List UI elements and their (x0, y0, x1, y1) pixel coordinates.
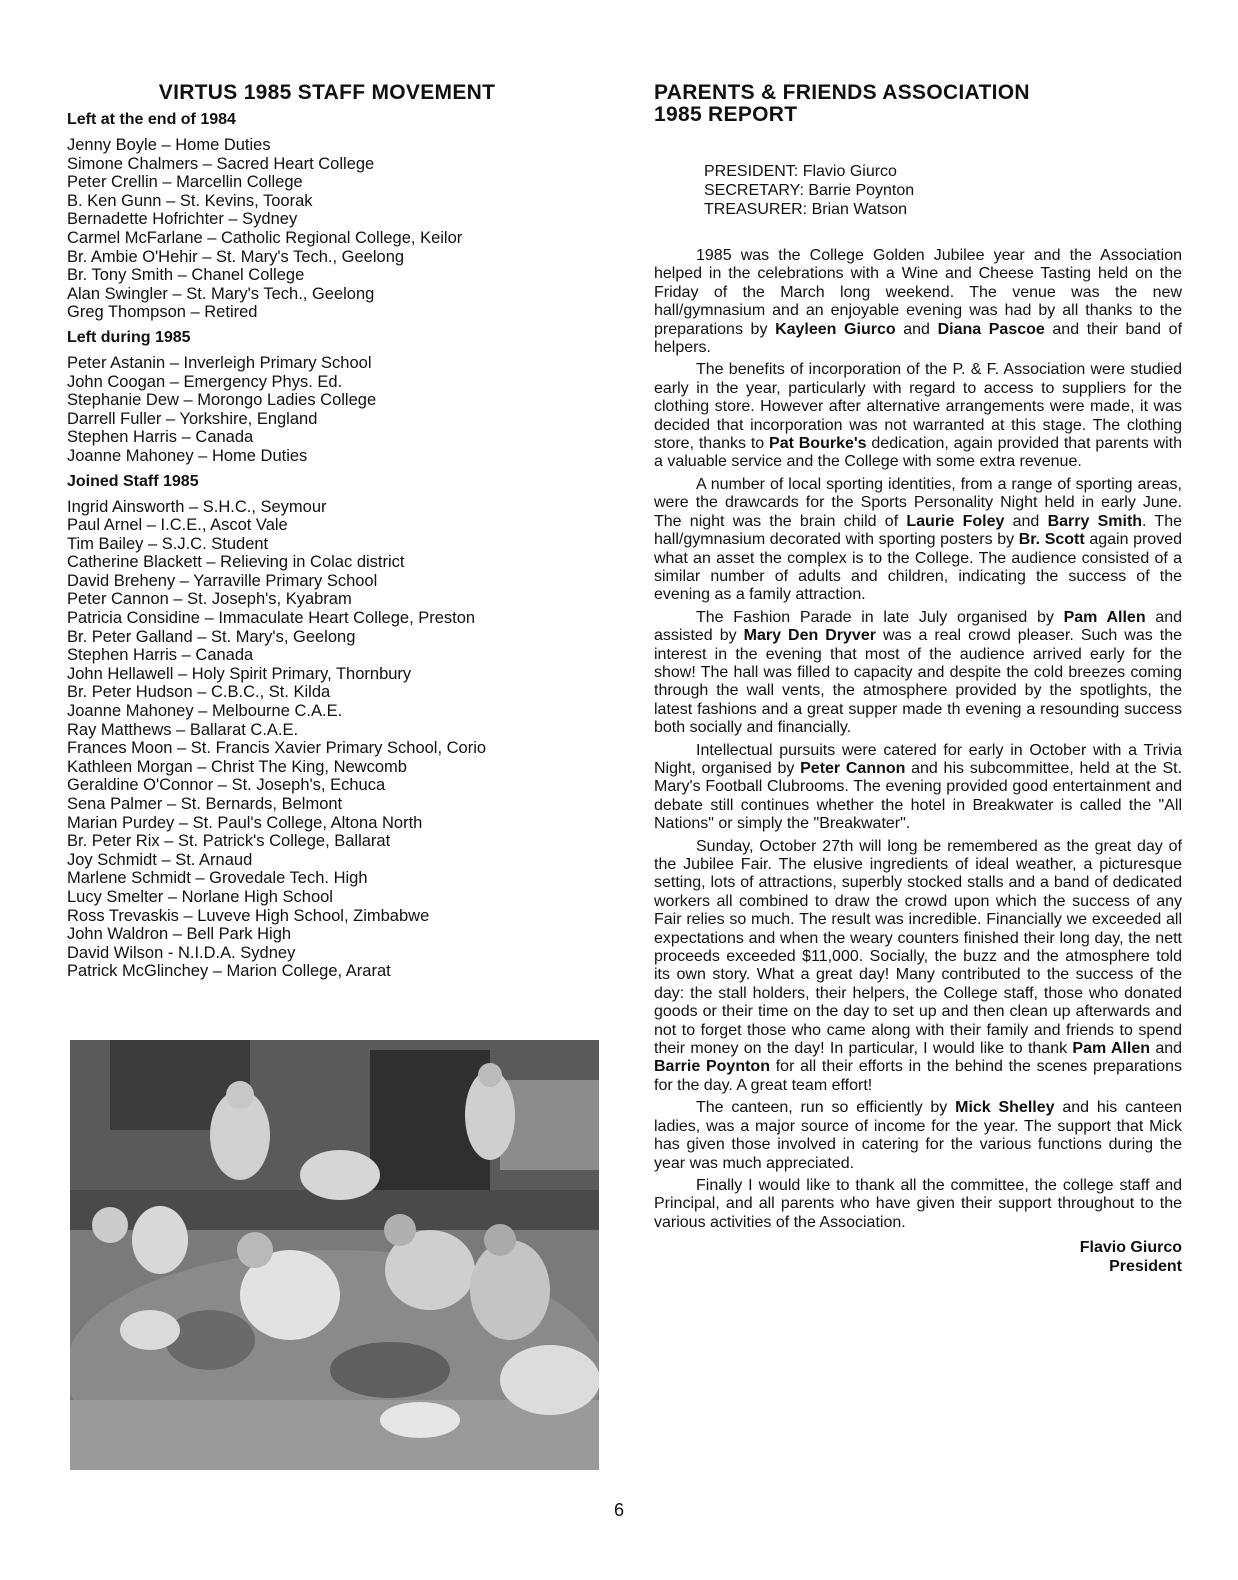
pf-report-title (654, 82, 1182, 126)
officers-list (704, 162, 1182, 219)
paragraph-text: The canteen, run so efficiently by (696, 1099, 956, 1117)
staff-entry: Patricia Considine – Immaculate Heart College, Preston (67, 609, 476, 628)
staff-entry: Br. Peter Galland – St. Mary's, Geelong (67, 627, 356, 646)
staff-section-heading: Left during 1985 (67, 328, 191, 346)
staff-entry: David Wilson - N.I.D.A. Sydney (67, 943, 296, 962)
paragraph-text: The benefits of incorporation of the P. & F. Association were studied early in the year, particularly with regard to access to suppliers for the clothing store. However after alternative arrangements were made, it was decided that incorporation was not warranted at this stage. The clothing store, thanks to (654, 361, 1182, 453)
pf-report-title-line2: 1985 REPORT (654, 103, 798, 126)
staff-entry: Peter Cannon – St. Joseph's, Kyabram (67, 590, 352, 609)
staff-entry: Sena Palmer – St. Bernards, Belmont (67, 795, 343, 813)
paragraph-text: The Fashion Parade in late July organised by (696, 608, 1064, 626)
highlighted-name: Barry Smith (1047, 512, 1143, 530)
pf-report-title-line1: PARENTS & FRIENDS ASSOCIATION (654, 81, 1030, 104)
paragraph-text: again proved what an asset the complex is to the College. The audience consisted of a similar number of adults and children, indicating the success of the evening as a family attraction. (654, 531, 1182, 604)
staff-entry: Tim Bailey – S.J.C. Student (67, 534, 269, 553)
report-paragraph (654, 361, 1182, 471)
paragraph-text: Finally I would like to thank all the committee, the college staff and Principal, and all parents who have given their support throughout to the various activities of the Association. (654, 1176, 1182, 1231)
paragraph-text: Intellectual pursuits were catered for early in October with a Trivia Night, organised by (654, 741, 1182, 777)
paragraph-text: and (895, 320, 938, 338)
paragraph-text: Sunday, October 27th will long be remembered as the great day of the Jubilee Fair. The elusive ingredients of ideal weather, a picturesque setting, lots of attractions, superbly stocked stalls and a band of dedicated workers all combined to draw the crowd upon which the success of any Fair relies so much. The result was incredible. Financially we exceeded all expectations and when the weary counters finished their long day, the nett proceeds exceeded $11,000. Socially, the buzz and the atmosphere told its own story. What a great day! Many contributed to the success of the day: the stall holders, their helpers, the College staff, those who donated goods or their time on the day to set up and then clean up afterwards and not to forget those who came along with their family and friends to spend their money on the day! In particular, I would like to thank (654, 837, 1182, 1058)
staff-entry: B. Ken Gunn – St. Kevins, Toorak (67, 191, 313, 210)
paragraph-text: and (1004, 512, 1048, 530)
highlighted-name: Laurie Foley (906, 512, 1005, 530)
paragraph-text: and his subcommittee, held at the St. Mary's Football Clubrooms. The evening provided good entertainment and debate still continues whether the hotel in Breakwater is called the "All Nations" or simply the "Breakwater". (654, 759, 1183, 833)
staff-list (67, 136, 567, 322)
staff-entry: Lucy Smelter – Norlane High School (67, 887, 333, 906)
group-photo (70, 1040, 599, 1470)
highlighted-name: Diana Pascoe (937, 320, 1045, 338)
paragraph-text: and (1150, 1040, 1183, 1058)
staff-movement-title: VIRTUS 1985 STAFF MOVEMENT (158, 81, 496, 104)
highlighted-name: Pam Allen (1063, 608, 1146, 626)
report-paragraph (654, 1099, 1182, 1173)
highlighted-name: Br. Scott (1018, 531, 1085, 549)
staff-list (67, 354, 567, 466)
staff-sections (67, 110, 567, 981)
staff-entry: Peter Astanin – Inverleigh Primary School (67, 353, 372, 372)
staff-entry: John Waldron – Bell Park High (67, 925, 292, 944)
staff-entry: Simone Chalmers – Sacred Heart College (67, 154, 375, 173)
highlighted-name: Mary Den Dryver (743, 627, 876, 645)
paragraph-text: and his canteen ladies, was a major source of income for the year. The support that Mick has given those involved in catering for the various functions during the year was much appreciated. (654, 1099, 1183, 1172)
staff-entry: Br. Peter Hudson – C.B.C., St. Kilda (67, 683, 331, 702)
officer-president: PRESIDENT: Flavio Giurco (704, 163, 897, 180)
staff-entry: John Coogan – Emergency Phys. Ed. (67, 372, 343, 391)
staff-entry: Kathleen Morgan – Christ The King, Newcomb (67, 757, 407, 776)
highlighted-name: Barrie Poynton (654, 1058, 770, 1076)
officer-treasurer: TREASURER: Brian Watson (704, 201, 908, 218)
highlighted-name: Pam Allen (1072, 1040, 1151, 1058)
paragraph-text: A number of local sporting identities, from a range of sporting areas, were the drawcards for the Sports Personality Night held in early June. The night was the brain child of (654, 475, 1182, 530)
staff-entry: Ray Matthews – Ballarat C.A.E. (67, 720, 299, 739)
staff-entry: Darrell Fuller – Yorkshire, England (67, 409, 318, 428)
paragraph-text: 1985 was the College Golden Jubilee year and the Association helped in the celebrations with a Wine and Cheese Tasting held on the Friday of the March long weekend. The venue was the new hall/gymnasium and an enjoyable evening was had by all thanks to the preparations by (654, 247, 1182, 338)
staff-entry: Br. Ambie O'Hehir – St. Mary's Tech., Geelong (67, 247, 405, 266)
report-paragraph (654, 838, 1182, 1096)
staff-entry: Br. Tony Smith – Chanel College (67, 266, 305, 285)
staff-entry: Joanne Mahoney – Melbourne C.A.E. (67, 702, 343, 721)
report-body (654, 247, 1182, 1232)
signoff-name: Flavio Giurco (1079, 1239, 1182, 1257)
pf-report-column (654, 82, 1182, 1276)
staff-entry: John Hellawell – Holy Spirit Primary, Thornbury (67, 664, 412, 683)
highlighted-name: Peter Cannon (800, 759, 906, 777)
officer-secretary: SECRETARY: Barrie Poynton (704, 182, 915, 199)
paragraph-text: and assisted by (654, 608, 1183, 645)
signoff-title: President (1109, 1258, 1182, 1276)
staff-entry: Frances Moon – St. Francis Xavier Primary School, Corio (67, 739, 487, 758)
group-photo-image (70, 1040, 599, 1470)
staff-entry: Bernadette Hofrichter – Sydney (67, 210, 298, 229)
staff-section-heading: Left at the end of 1984 (67, 111, 236, 128)
staff-entry: Ingrid Ainsworth – S.H.C., Seymour (67, 497, 327, 516)
staff-entry: David Breheny – Yarraville Primary School (67, 571, 378, 590)
staff-entry: Joanne Mahoney – Home Duties (67, 446, 308, 465)
staff-entry: Ross Trevaskis – Luveve High School, Zimbabwe (67, 906, 430, 925)
staff-entry: Paul Arnel – I.C.E., Ascot Vale (67, 516, 288, 535)
paragraph-text: dedication, again provided that parents with a valuable service and the College with some extra revenue. (654, 435, 1183, 471)
staff-entry: Jenny Boyle – Home Duties (67, 136, 271, 154)
staff-entry: Peter Crellin – Marcellin College (67, 173, 303, 192)
staff-entry: Stephanie Dew – Morongo Ladies College (67, 391, 377, 410)
staff-entry: Carmel McFarlane – Catholic Regional College, Keilor (67, 228, 463, 247)
report-paragraph (654, 476, 1182, 605)
signoff (654, 1238, 1182, 1276)
highlighted-name: Pat Bourke's (769, 435, 867, 453)
staff-entry: Patrick McGlinchey – Marion College, Ararat (67, 962, 391, 981)
staff-entry: Stephen Harris – Canada (67, 646, 254, 665)
staff-entry: Joy Schmidt – St. Arnaud (67, 850, 253, 869)
paragraph-text: and their band of helpers. (654, 320, 1183, 357)
staff-entry: Geraldine O'Connor – St. Joseph's, Echuca (67, 776, 386, 795)
paragraph-text: for all their efforts in the behind the scenes preparations for the day. A great team effort! (654, 1058, 1182, 1094)
staff-entry: Stephen Harris – Canada (67, 428, 254, 447)
report-paragraph (654, 742, 1182, 834)
page-number: 6 (613, 1500, 624, 1520)
staff-list (67, 498, 567, 981)
staff-entry: Catherine Blackett – Relieving in Colac district (67, 553, 405, 572)
report-paragraph (654, 247, 1182, 357)
staff-section-heading: Joined Staff 1985 (67, 472, 199, 490)
staff-entry: Marian Purdey – St. Paul's College, Altona North (67, 813, 423, 832)
staff-entry: Alan Swingler – St. Mary's Tech., Geelong (67, 284, 375, 303)
staff-entry: Greg Thompson – Retired (67, 303, 258, 322)
paragraph-text: . The hall/gymnasium decorated with sporting posters by (654, 512, 1182, 549)
staff-entry: Br. Peter Rix – St. Patrick's College, Ballarat (67, 832, 391, 851)
staff-entry: Marlene Schmidt – Grovedale Tech. High (67, 869, 368, 888)
paragraph-text: was a real crowd pleaser. Such was the interest in the evening that most of the audience arrived early for the show! The hall was filled to capacity and despite the cold breezes coming through the wall vents, the atmosphere provided by the spotlights, the latest fashions and a great supper made th evening a resounding success both socially and financially. (654, 627, 1183, 737)
report-paragraph (654, 1177, 1182, 1232)
report-paragraph (654, 609, 1182, 738)
staff-movement-column (67, 82, 567, 985)
highlighted-name: Mick Shelley (955, 1099, 1055, 1117)
highlighted-name: Kayleen Giurco (775, 320, 896, 338)
